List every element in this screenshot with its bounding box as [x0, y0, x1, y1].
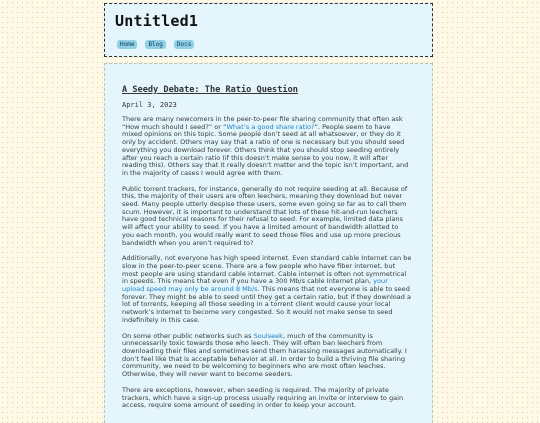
paragraph-text: There are many newcomers in the peer-to-peer file sharing community that often ask “How much should I seed?” or “: [122, 115, 403, 131]
upload-speed-link[interactable]: your upload speed may only be around 8 Mb/s: [122, 277, 388, 294]
nav-link-home[interactable]: Home: [117, 40, 137, 49]
post-body: [122, 116, 412, 418]
paragraph-intro: [122, 116, 412, 178]
paragraph-text: On some other public networks such as: [122, 331, 254, 340]
site-nav: [117, 40, 194, 49]
paragraph-text: , much of the community is unnecessarily toxic towards those who leech. They will often ban leechers from downloading their files and sometimes send them harassing messages automatically. I don’t feel like that is acceptable behavior at all. In order to build a thriving file sharing community, we need to be welcoming to beginners who are most often leeches. Otherwise, they will never want to become seeders.: [122, 331, 407, 379]
paragraph-text: ”. People seem to have mixed opinions on this topic. Some people don’t seed at all whatsoever, or they do it only by accident. Others may say that a ratio of one is necessary but you should seed everything you download forever. Others think that you should stop seeding entirely after you reach a certain ratio (if this doesn’t make sense to you now, it will after reading this). Others say that it really doesn’t matter and the topic isn’t important, and in the majority of cases I would agree with them.: [122, 122, 409, 177]
site-title: Untitled1: [115, 12, 199, 30]
soulseek-link[interactable]: Soulseek: [253, 331, 283, 340]
paragraph-internet-speed: [122, 255, 412, 324]
nav-link-blog[interactable]: Blog: [145, 40, 165, 49]
post-container: [104, 63, 433, 423]
paragraph-public-trackers: Public torrent trackers, for instance, generally do not require seeding at all. Because of this, the majority of their users are often leechers, meaning they download but never seed. Many people utterly despise these users, some even going so far as to call them scum. However, it is important to understand that lots of these hit-and-run leechers have good technical reasons for their refusal to seed. For example, limited data plans will affect your ability to seed. If you have a limited amount of bandwidth allotted to you each month, you would really want to seed those files and use up more precious bandwidth when you aren’t required to?: [122, 184, 408, 247]
share-ratio-link[interactable]: What’s a good share ratio?: [226, 122, 315, 131]
paragraph-text: Additionally, not everyone has high speed internet. Even standard cable Internet can be slow in the peer-to-peer scene. There are a few people who have fiber internet, but most people are using standard cable internet. Cable internet is often not symmetrical in speeds. This means that even if you have a 300 Mb/s cable Internet plan,: [122, 254, 412, 286]
paragraph-soulseek: [122, 333, 412, 379]
post-title: A Seedy Debate: The Ratio Question: [122, 85, 298, 95]
post-date: April 3, 2023: [122, 101, 177, 109]
paragraph-text: . This means that not everyone is able to seed forever. They might be able to seed until they get a certain ratio, but if they download a lot of torrents, keeping all those seeding in a torrent client would cause your local network’s Internet to become very congested. So it would not make sense to seed indefinitely in this case.: [122, 285, 412, 324]
site-header: [104, 3, 433, 57]
paragraph-private-trackers: There are exceptions, however, when seeding is required. The majority of private trackers, which have a sign-up process usually requiring an invite or interview to gain access, require some amount of seeding in order to keep your account.: [122, 385, 404, 410]
nav-link-docs[interactable]: Docs: [174, 40, 194, 49]
